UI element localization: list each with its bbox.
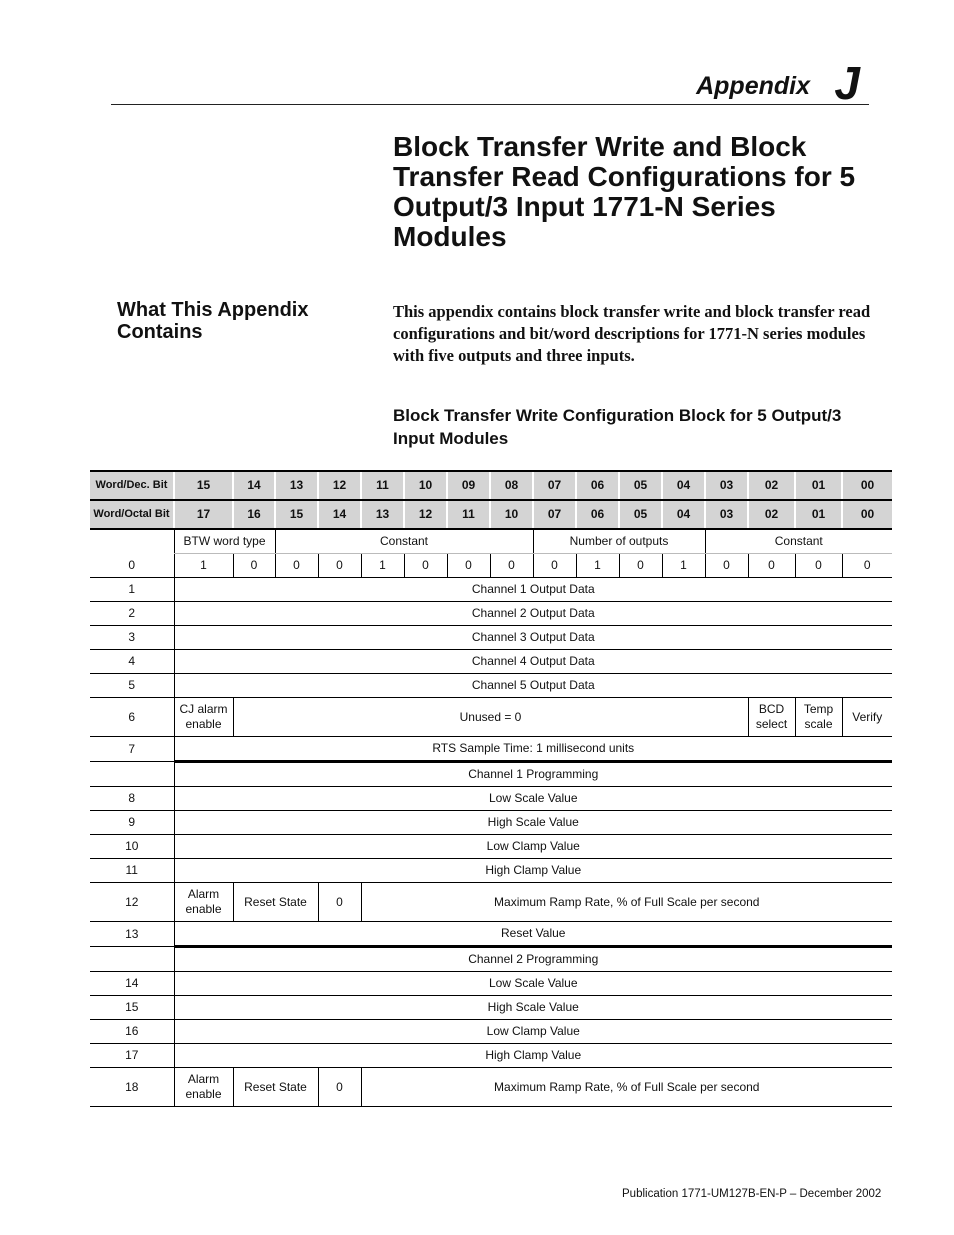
table-row	[90, 947, 892, 972]
bit-header: 07	[533, 471, 576, 500]
word-number: 6	[90, 698, 174, 737]
bit-header: 11	[447, 500, 490, 529]
header-row	[90, 500, 892, 529]
table-cell: 0	[404, 554, 447, 578]
table-row	[90, 1044, 892, 1068]
table-cell: Low Clamp Value	[174, 835, 892, 859]
word-number: 18	[90, 1068, 174, 1107]
table-row	[90, 698, 892, 737]
bit-header: 05	[619, 500, 662, 529]
appendix-letter: J	[834, 57, 860, 109]
bit-header: 12	[318, 471, 361, 500]
header-label: Word/Octal Bit	[90, 500, 174, 529]
table-cell: 1	[174, 554, 233, 578]
table-cell: 0	[318, 1068, 361, 1107]
table-body	[90, 471, 892, 1107]
table-cell: 1	[576, 554, 619, 578]
bit-header: 07	[533, 500, 576, 529]
table-row	[90, 835, 892, 859]
section-heading: What This Appendix Contains	[117, 299, 309, 343]
table-cell: Channel 2 Output Data	[174, 602, 892, 626]
bit-header: 09	[447, 471, 490, 500]
bit-header: 15	[275, 500, 318, 529]
table-row	[90, 529, 892, 554]
table-cell: 0	[318, 554, 361, 578]
table-row	[90, 650, 892, 674]
table-cell: 0	[705, 554, 748, 578]
bit-header: 12	[404, 500, 447, 529]
table-row	[90, 762, 892, 787]
table-cell: Maximum Ramp Rate, % of Full Scale per second	[361, 883, 892, 922]
table-row	[90, 922, 892, 947]
bit-header: 01	[795, 500, 842, 529]
table-cell: High Clamp Value	[174, 859, 892, 883]
bit-header: 02	[748, 471, 795, 500]
table-cell: 0	[619, 554, 662, 578]
table-row	[90, 787, 892, 811]
table-cell: 0	[842, 554, 892, 578]
table-cell: Unused = 0	[233, 698, 748, 737]
table-row	[90, 811, 892, 835]
table-cell: Constant	[275, 529, 533, 554]
table-cell: Number of outputs	[533, 529, 705, 554]
bit-header: 06	[576, 500, 619, 529]
table-cell: 0	[533, 554, 576, 578]
table-row	[90, 578, 892, 602]
table-cell: Channel 1 Output Data	[174, 578, 892, 602]
table-cell: Maximum Ramp Rate, % of Full Scale per second	[361, 1068, 892, 1107]
table-row	[90, 996, 892, 1020]
word-number: 1	[90, 578, 174, 602]
bit-header: 01	[795, 471, 842, 500]
bit-header: 13	[361, 500, 404, 529]
bit-header: 17	[174, 500, 233, 529]
word-number: 7	[90, 737, 174, 762]
table-cell: Channel 3 Output Data	[174, 626, 892, 650]
table-cell: Alarm enable	[174, 883, 233, 922]
table-cell: Temp scale	[795, 698, 842, 737]
header-rule	[111, 104, 869, 105]
word-number: 5	[90, 674, 174, 698]
table-row	[90, 602, 892, 626]
table-row	[90, 1020, 892, 1044]
table-cell: High Clamp Value	[174, 1044, 892, 1068]
table-cell: 0	[275, 554, 318, 578]
table-row	[90, 674, 892, 698]
word-number: 15	[90, 996, 174, 1020]
table-cell: Reset State	[233, 883, 318, 922]
table-row	[90, 972, 892, 996]
table-cell: 0	[490, 554, 533, 578]
table-cell: Reset State	[233, 1068, 318, 1107]
table-cell: Constant	[705, 529, 892, 554]
bit-header: 08	[490, 471, 533, 500]
btw-configuration-table	[90, 470, 892, 1107]
header-row	[90, 471, 892, 500]
bit-header: 04	[662, 471, 705, 500]
word-number: 14	[90, 972, 174, 996]
table-cell: Low Scale Value	[174, 787, 892, 811]
table-cell: Reset Value	[174, 922, 892, 947]
word-number: 16	[90, 1020, 174, 1044]
table-cell: 1	[361, 554, 404, 578]
word-number	[90, 762, 174, 787]
bit-header: 10	[404, 471, 447, 500]
word-number: 4	[90, 650, 174, 674]
table-cell: 1	[662, 554, 705, 578]
table-cell: Alarm enable	[174, 1068, 233, 1107]
word-number: 8	[90, 787, 174, 811]
table-cell: High Scale Value	[174, 996, 892, 1020]
table-cell: BCD select	[748, 698, 795, 737]
table-cell: Low Clamp Value	[174, 1020, 892, 1044]
table-cell: 0	[233, 554, 275, 578]
word-number: 0	[90, 554, 174, 578]
word-number: 3	[90, 626, 174, 650]
header-label: Word/Dec. Bit	[90, 471, 174, 500]
table-cell: CJ alarm enable	[174, 698, 233, 737]
table-row	[90, 554, 892, 578]
bit-header: 05	[619, 471, 662, 500]
appendix-label: Appendix	[696, 72, 810, 100]
word-number	[90, 947, 174, 972]
bit-header: 16	[233, 500, 275, 529]
bit-header: 00	[842, 500, 892, 529]
word-number: 9	[90, 811, 174, 835]
table-cell: BTW word type	[174, 529, 275, 554]
table-cell: 0	[318, 883, 361, 922]
word-number: 12	[90, 883, 174, 922]
bit-header: 00	[842, 471, 892, 500]
table-cell: Channel 2 Programming	[174, 947, 892, 972]
bit-header: 03	[705, 500, 748, 529]
table-cell: Channel 1 Programming	[174, 762, 892, 787]
table-cell: High Scale Value	[174, 811, 892, 835]
bit-header: 10	[490, 500, 533, 529]
bit-header: 15	[174, 471, 233, 500]
publication-footer: Publication 1771-UM127B-EN-P – December 2002	[622, 1188, 882, 1200]
table-caption: Block Transfer Write Configuration Block for 5 Output/3 Input Modules	[393, 406, 842, 448]
bit-header: 14	[318, 500, 361, 529]
bit-header: 02	[748, 500, 795, 529]
word-number: 17	[90, 1044, 174, 1068]
word-number: 13	[90, 922, 174, 947]
table-cell: Verify	[842, 698, 892, 737]
bit-header: 11	[361, 471, 404, 500]
table-row	[90, 1068, 892, 1107]
appendix-header	[630, 56, 870, 109]
table-cell: 0	[748, 554, 795, 578]
table-row	[90, 883, 892, 922]
intro-paragraph: This appendix contains block transfer write and block transfer read configurations and bit/word descriptions for 1771-N series modules with five outputs and three inputs.	[393, 302, 871, 365]
word-number: 2	[90, 602, 174, 626]
table-row	[90, 626, 892, 650]
bit-header: 03	[705, 471, 748, 500]
table-cell: Channel 4 Output Data	[174, 650, 892, 674]
table-cell: Low Scale Value	[174, 972, 892, 996]
table-row	[90, 737, 892, 762]
word-number: 11	[90, 859, 174, 883]
word-number: 10	[90, 835, 174, 859]
bit-header: 14	[233, 471, 275, 500]
bit-header: 04	[662, 500, 705, 529]
bit-header: 06	[576, 471, 619, 500]
table-cell: RTS Sample Time: 1 millisecond units	[174, 737, 892, 762]
page-title: Block Transfer Write and Block Transfer Read Configurations for 5 Output/3 Input 1771-N Series Modules	[393, 131, 856, 252]
table-row	[90, 859, 892, 883]
table-cell: 0	[447, 554, 490, 578]
table-cell: Channel 5 Output Data	[174, 674, 892, 698]
table-cell: 0	[795, 554, 842, 578]
word-number	[90, 529, 174, 554]
bit-header: 13	[275, 471, 318, 500]
